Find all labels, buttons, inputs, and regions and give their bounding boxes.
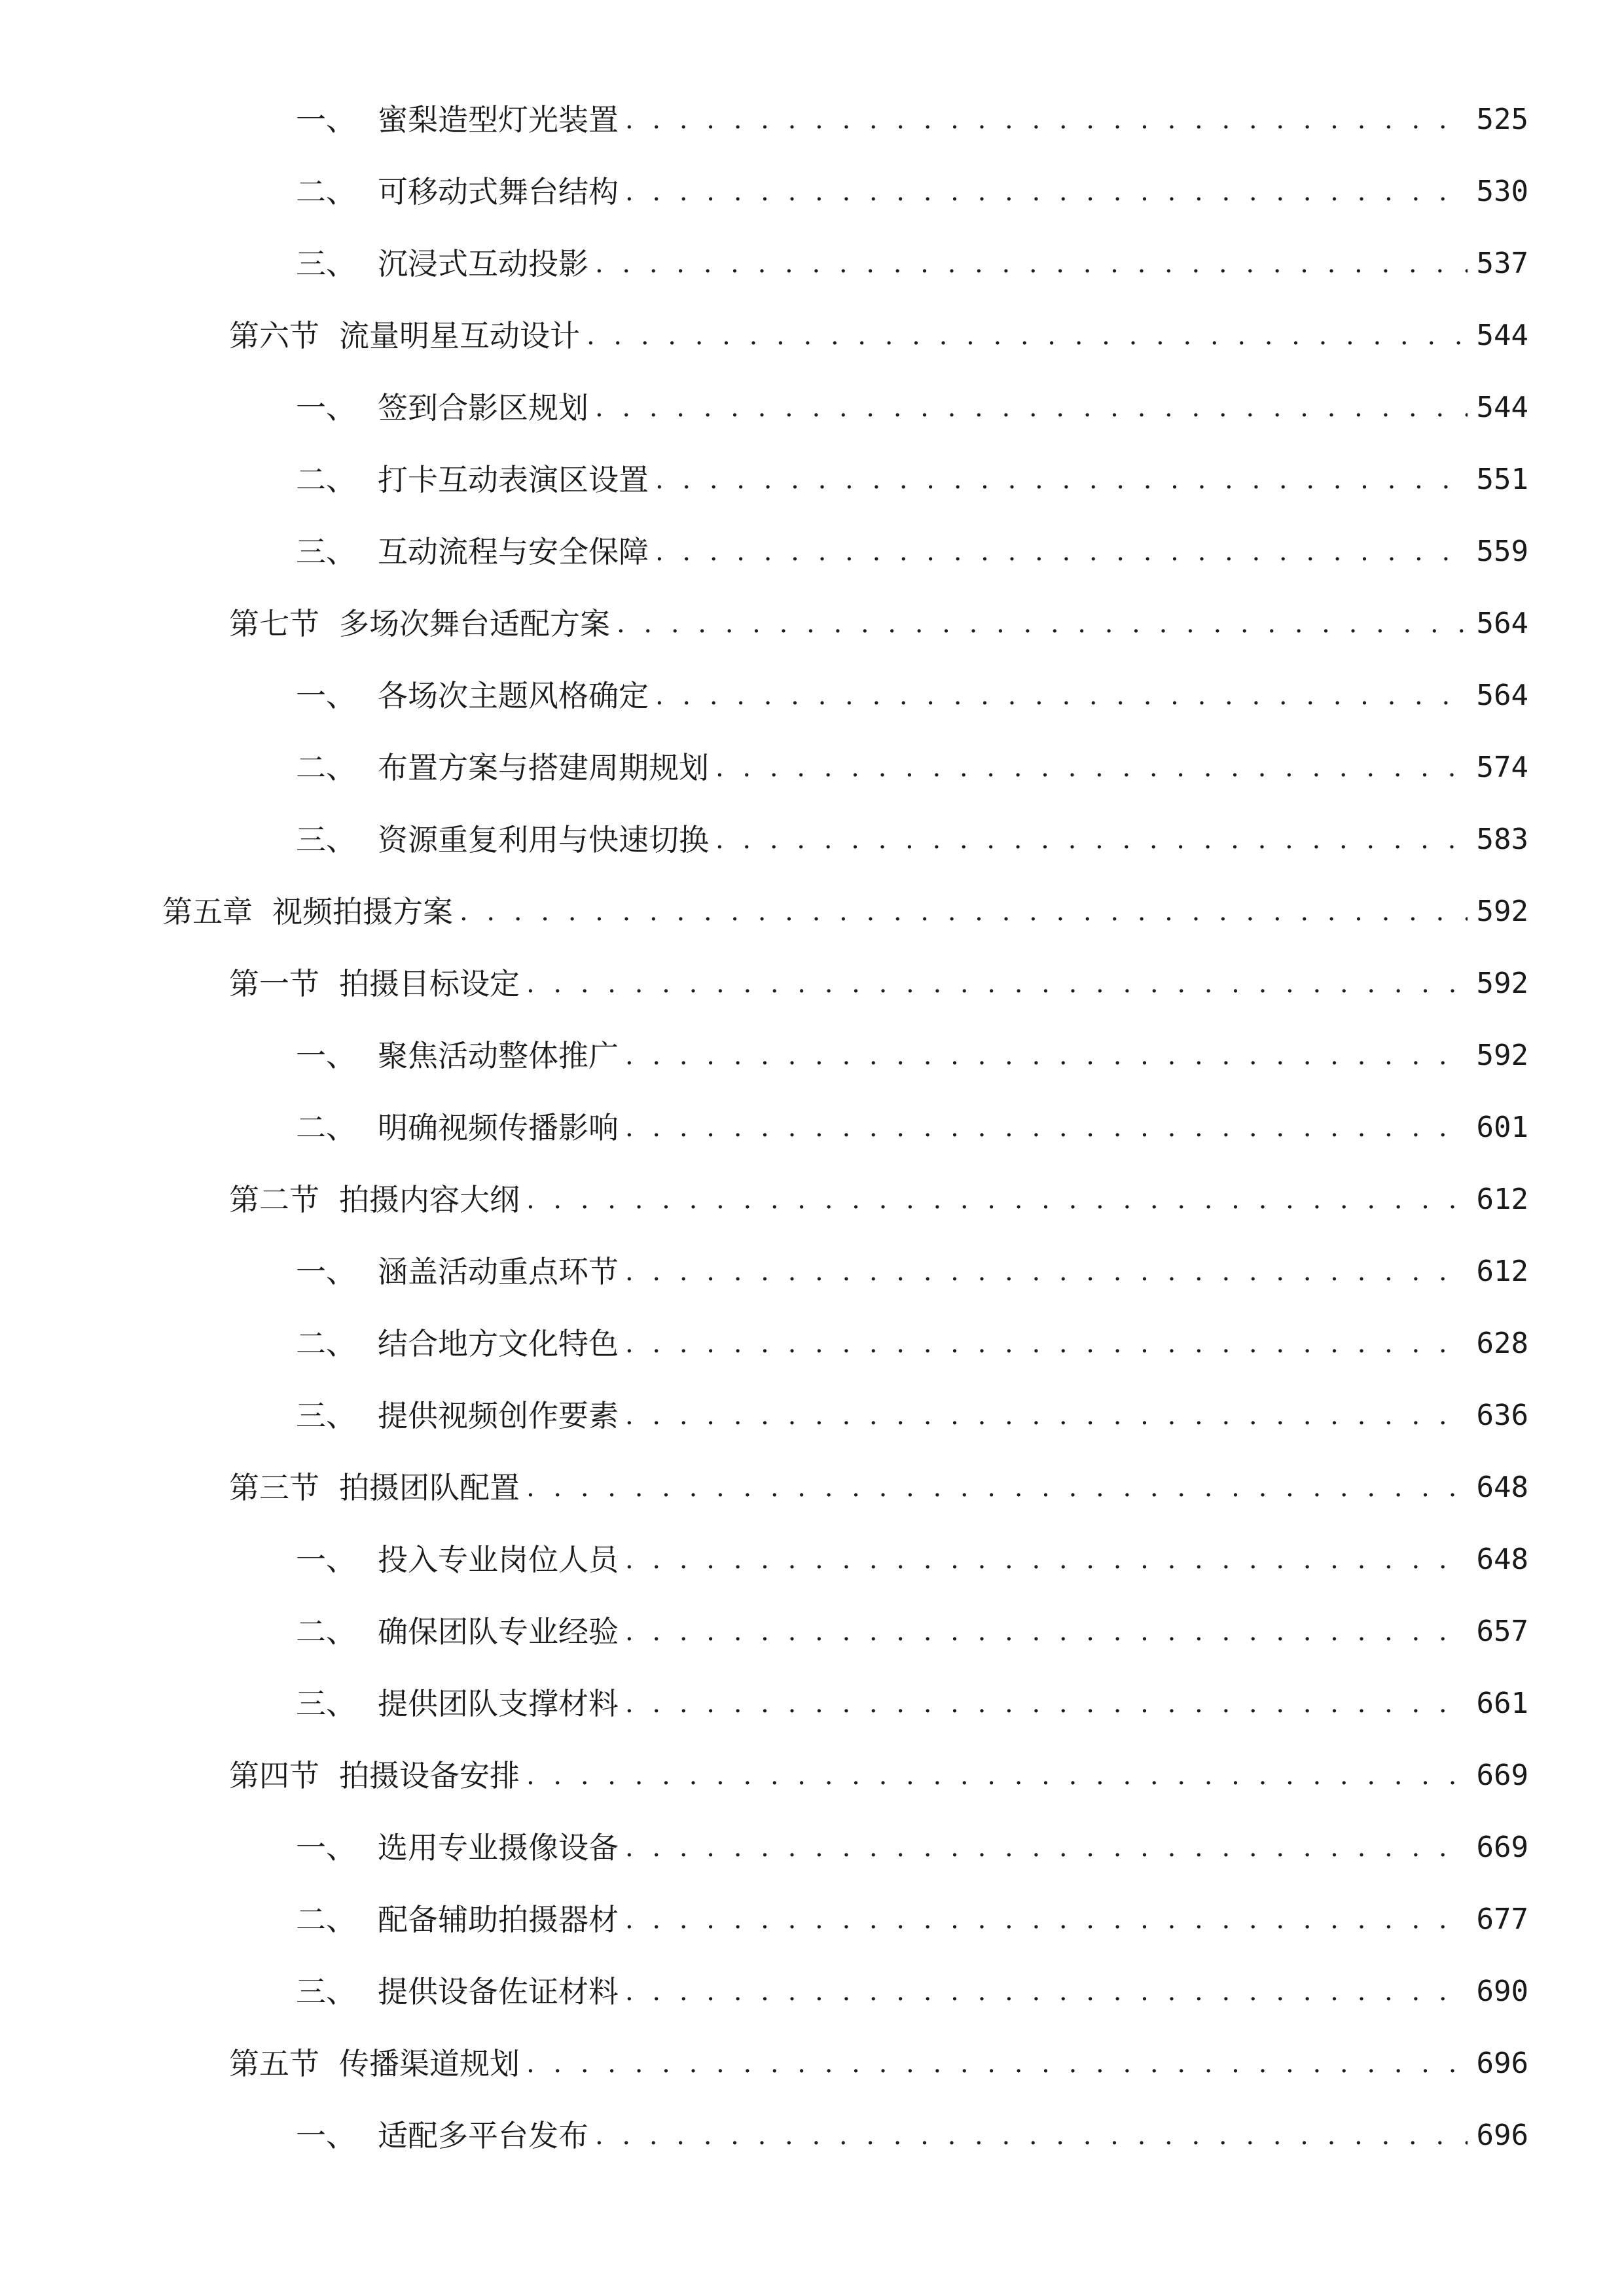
toc-entry[interactable] — [296, 1249, 1528, 1295]
dot-leader — [655, 457, 1468, 503]
entry-title: 聚焦活动整体推广 — [378, 1038, 619, 1073]
entry-number: 二、 — [296, 1326, 356, 1361]
entry-page-number: 677 — [1476, 1903, 1528, 1936]
entry-number: 一、 — [296, 1038, 356, 1073]
entry-number: 一、 — [296, 1830, 356, 1865]
entry-page-number: 551 — [1476, 463, 1528, 496]
entry-title: 提供团队支撑材料 — [378, 1686, 619, 1721]
toc-entry[interactable] — [162, 889, 1528, 935]
entry-title: 多场次舞台适配方案 — [339, 606, 610, 641]
toc-entry[interactable] — [296, 2113, 1528, 2159]
entry-number: 一、 — [296, 2118, 356, 2153]
entry-title: 明确视频传播影响 — [378, 1110, 619, 1145]
entry-number: 三、 — [296, 246, 356, 281]
toc-entry[interactable] — [296, 673, 1528, 719]
entry-page-number: 696 — [1476, 2119, 1528, 2152]
toc-entry[interactable] — [296, 1321, 1528, 1367]
entry-number: 一、 — [296, 102, 356, 137]
toc-entry[interactable] — [296, 1825, 1528, 1871]
entry-page-number: 648 — [1476, 1543, 1528, 1576]
entry-title: 资源重复利用与快速切换 — [378, 822, 709, 857]
dot-leader — [526, 1753, 1468, 1799]
dot-leader — [526, 1465, 1468, 1511]
toc-entry[interactable] — [296, 1681, 1528, 1727]
dot-leader — [655, 529, 1468, 575]
entry-title: 沉浸式互动投影 — [378, 246, 588, 281]
entry-title: 配备辅助拍摄器材 — [378, 1902, 619, 1937]
entry-number: 第五章 — [162, 894, 253, 929]
dot-leader — [625, 1897, 1468, 1943]
entry-page-number: 657 — [1476, 1615, 1528, 1648]
entry-title: 涵盖活动重点环节 — [378, 1254, 619, 1289]
entry-title: 拍摄团队配置 — [339, 1470, 520, 1505]
entry-number: 二、 — [296, 462, 356, 497]
toc-entry[interactable] — [296, 457, 1528, 503]
dot-leader — [526, 1177, 1468, 1223]
entry-number: 三、 — [296, 1686, 356, 1721]
dot-leader — [595, 385, 1468, 431]
entry-page-number: 537 — [1476, 247, 1528, 280]
dot-leader — [625, 1321, 1468, 1367]
entry-number: 一、 — [296, 390, 356, 425]
entry-number: 第三节 — [229, 1470, 319, 1505]
dot-leader — [625, 1609, 1468, 1655]
entry-page-number: 612 — [1476, 1183, 1528, 1216]
entry-number: 二、 — [296, 750, 356, 785]
entry-page-number: 601 — [1476, 1111, 1528, 1144]
toc-entry[interactable] — [229, 1465, 1528, 1511]
entry-title: 各场次主题风格确定 — [378, 678, 649, 713]
entry-page-number: 669 — [1476, 1759, 1528, 1792]
entry-title: 打卡互动表演区设置 — [378, 462, 649, 497]
entry-page-number: 530 — [1476, 175, 1528, 208]
toc-entry[interactable] — [229, 2041, 1528, 2087]
entry-number: 一、 — [296, 678, 356, 713]
entry-title: 选用专业摄像设备 — [378, 1830, 619, 1865]
toc-entry[interactable] — [296, 1033, 1528, 1079]
entry-title: 流量明星互动设计 — [339, 318, 580, 353]
entry-title: 蜜梨造型灯光装置 — [378, 102, 619, 137]
entry-number: 第六节 — [229, 318, 319, 353]
entry-page-number: 628 — [1476, 1327, 1528, 1360]
toc-entry[interactable] — [229, 313, 1528, 359]
entry-page-number: 669 — [1476, 1831, 1528, 1864]
entry-number: 第二节 — [229, 1182, 319, 1217]
toc-entry[interactable] — [296, 529, 1528, 575]
entry-number: 一、 — [296, 1254, 356, 1289]
toc-entry[interactable] — [229, 601, 1528, 647]
dot-leader — [625, 1825, 1468, 1871]
entry-title: 拍摄目标设定 — [339, 966, 520, 1001]
entry-title: 提供视频创作要素 — [378, 1398, 619, 1433]
entry-title: 互动流程与安全保障 — [378, 534, 649, 569]
dot-leader — [625, 1681, 1468, 1727]
entry-page-number: 525 — [1476, 103, 1528, 136]
dot-leader — [655, 673, 1468, 719]
toc-entry[interactable] — [296, 241, 1528, 287]
entry-number: 三、 — [296, 534, 356, 569]
dot-leader — [625, 1105, 1468, 1151]
dot-leader — [715, 745, 1468, 791]
toc-entry[interactable] — [229, 1753, 1528, 1799]
dot-leader — [625, 1393, 1468, 1439]
entry-title: 拍摄设备安排 — [339, 1758, 520, 1793]
toc-entry[interactable] — [296, 1105, 1528, 1151]
dot-leader — [625, 97, 1468, 143]
entry-number: 二、 — [296, 1110, 356, 1145]
entry-title: 适配多平台发布 — [378, 2118, 588, 2153]
entry-title: 确保团队专业经验 — [378, 1614, 619, 1649]
entry-number: 二、 — [296, 1902, 356, 1937]
toc-entry[interactable] — [296, 385, 1528, 431]
entry-number: 三、 — [296, 1974, 356, 2009]
toc-entry[interactable] — [296, 1393, 1528, 1439]
entry-page-number: 544 — [1476, 319, 1528, 352]
dot-leader — [595, 241, 1468, 287]
entry-page-number: 559 — [1476, 535, 1528, 568]
entry-title: 拍摄内容大纲 — [339, 1182, 520, 1217]
dot-leader — [625, 1249, 1468, 1295]
entry-number: 第一节 — [229, 966, 319, 1001]
entry-page-number: 661 — [1476, 1687, 1528, 1720]
entry-title: 结合地方文化特色 — [378, 1326, 619, 1361]
entry-page-number: 583 — [1476, 823, 1528, 856]
entry-number: 第七节 — [229, 606, 319, 641]
dot-leader — [625, 169, 1468, 215]
entry-number: 二、 — [296, 1614, 356, 1649]
entry-number: 第四节 — [229, 1758, 319, 1793]
toc-entry[interactable] — [296, 1609, 1528, 1655]
entry-page-number: 696 — [1476, 2047, 1528, 2080]
toc-entry[interactable] — [296, 1897, 1528, 1943]
entry-number: 二、 — [296, 174, 356, 209]
entry-title: 投入专业岗位人员 — [378, 1542, 619, 1577]
entry-title: 布置方案与搭建周期规划 — [378, 750, 709, 785]
dot-leader — [625, 1033, 1468, 1079]
toc-entry[interactable] — [296, 169, 1528, 215]
entry-title: 提供设备佐证材料 — [378, 1974, 619, 2009]
entry-page-number: 648 — [1476, 1471, 1528, 1504]
entry-title: 视频拍摄方案 — [272, 894, 453, 929]
dot-leader — [526, 961, 1468, 1007]
toc-entry[interactable] — [296, 1537, 1528, 1583]
toc-entry[interactable] — [296, 97, 1528, 143]
dot-leader — [526, 2041, 1468, 2087]
entry-title: 可移动式舞台结构 — [378, 174, 619, 209]
entry-page-number: 592 — [1476, 1039, 1528, 1072]
toc-entry[interactable] — [229, 1177, 1528, 1223]
entry-page-number: 690 — [1476, 1975, 1528, 2008]
entry-page-number: 564 — [1476, 607, 1528, 640]
entry-number: 三、 — [296, 1398, 356, 1433]
toc-entry[interactable] — [296, 1969, 1528, 2015]
dot-leader — [617, 601, 1468, 647]
toc-entry[interactable] — [296, 817, 1528, 863]
entry-title: 传播渠道规划 — [339, 2046, 520, 2081]
entry-title: 签到合影区规划 — [378, 390, 588, 425]
entry-page-number: 612 — [1476, 1255, 1528, 1288]
entry-number: 一、 — [296, 1542, 356, 1577]
toc-entry[interactable] — [229, 961, 1528, 1007]
dot-leader — [460, 889, 1468, 935]
entry-page-number: 592 — [1476, 967, 1528, 1000]
dot-leader — [625, 1537, 1468, 1583]
entry-page-number: 544 — [1476, 391, 1528, 424]
dot-leader — [595, 2113, 1468, 2159]
dot-leader — [715, 817, 1468, 863]
entry-page-number: 592 — [1476, 895, 1528, 928]
entry-number: 三、 — [296, 822, 356, 857]
toc-entry[interactable] — [296, 745, 1528, 791]
dot-leader — [586, 313, 1468, 359]
entry-number: 第五节 — [229, 2046, 319, 2081]
entry-page-number: 574 — [1476, 751, 1528, 784]
dot-leader — [625, 1969, 1468, 2015]
entry-page-number: 564 — [1476, 679, 1528, 712]
entry-page-number: 636 — [1476, 1399, 1528, 1432]
